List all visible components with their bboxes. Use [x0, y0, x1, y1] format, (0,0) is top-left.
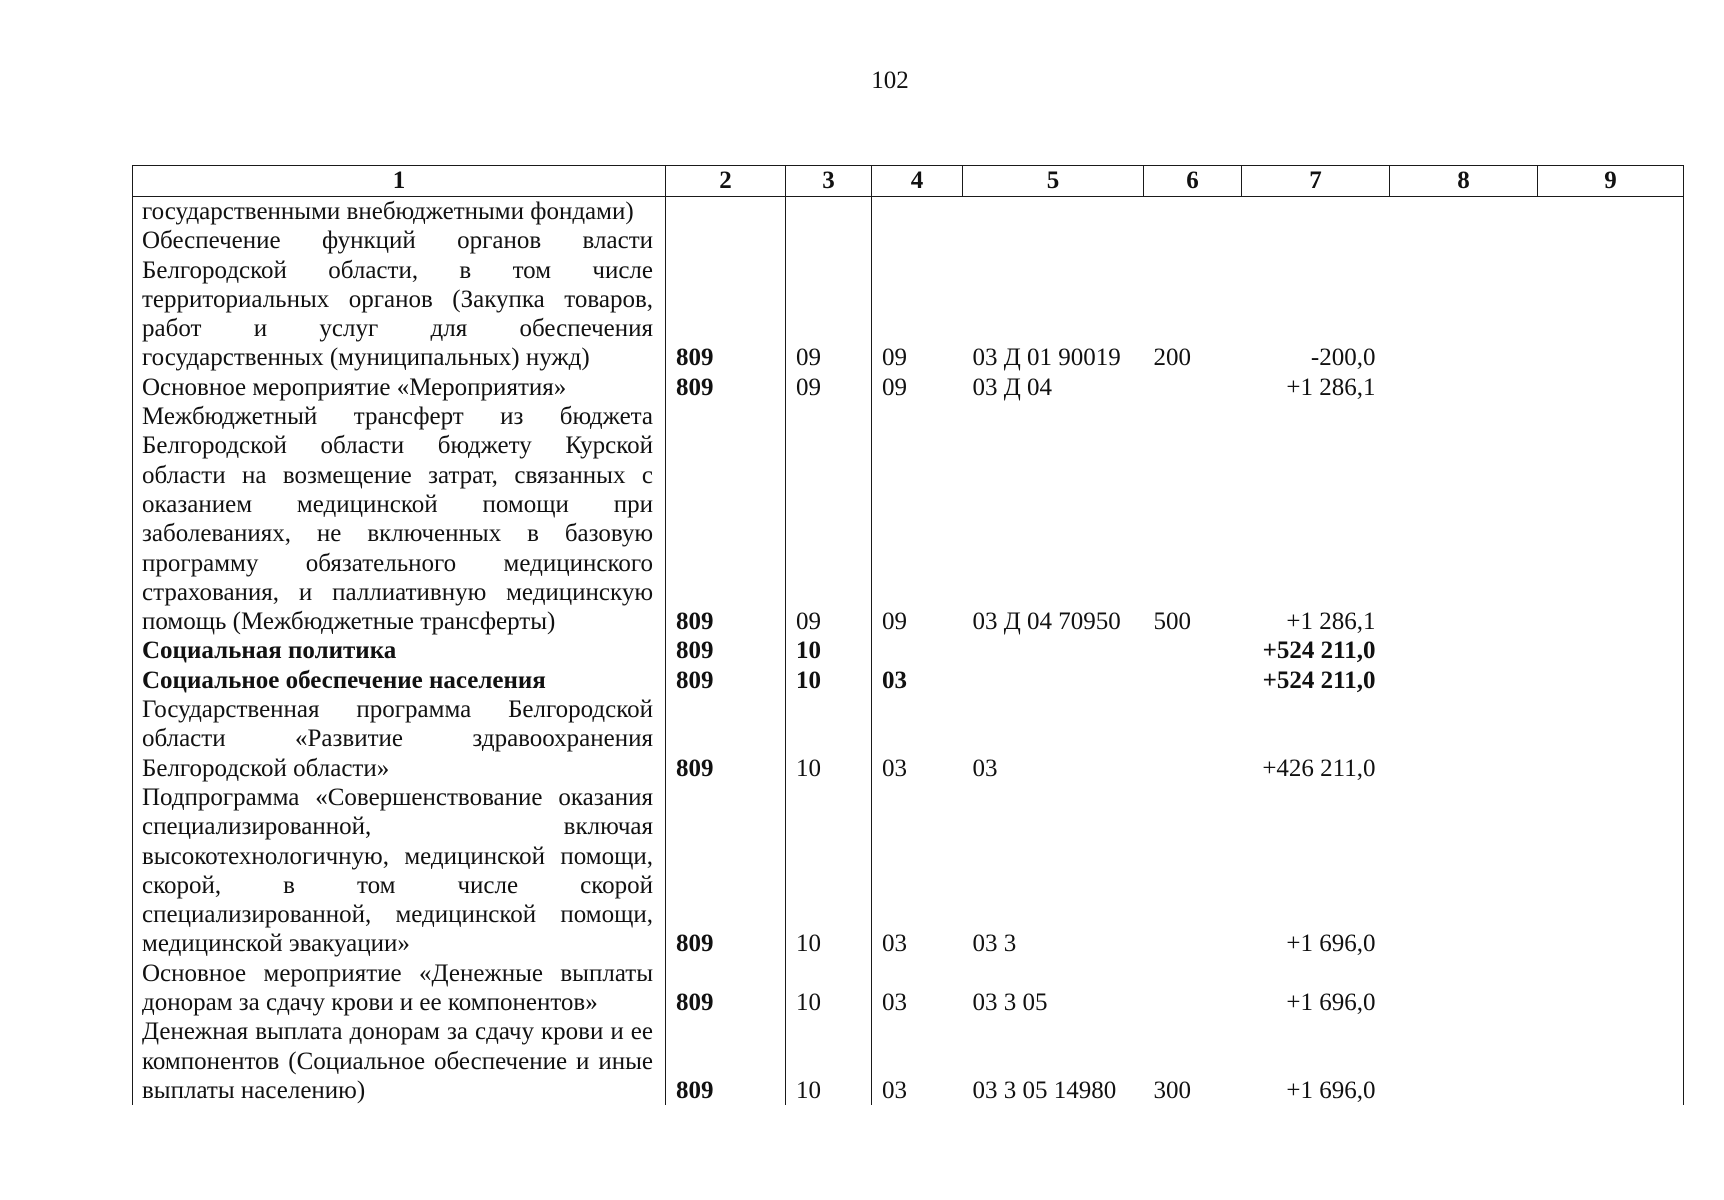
row-section: 10 [786, 636, 872, 665]
row-col8 [1390, 402, 1538, 636]
column-header-9: 9 [1538, 166, 1684, 197]
row-code: 809 [666, 402, 786, 636]
row-subsection [872, 197, 963, 227]
row-target-article [963, 666, 1144, 695]
row-target-article: 03 Д 04 [972, 373, 1053, 401]
row-target-article: 03 3 [972, 930, 1017, 958]
row-amount: -200,0 [1310, 344, 1376, 372]
row-col9 [1538, 226, 1684, 372]
row-code: 809 [666, 373, 786, 402]
row-col8 [1390, 636, 1538, 665]
row-col9 [1538, 783, 1684, 959]
row-col9 [1538, 402, 1684, 636]
table-row [133, 695, 1684, 783]
table-row [133, 373, 1684, 402]
row-name [133, 226, 666, 372]
row-expense-type [1144, 695, 1242, 783]
column-header-1: 1 [133, 166, 666, 197]
table-row [133, 666, 1684, 695]
row-col8 [1390, 197, 1538, 227]
table-row [133, 226, 1684, 372]
row-amount: +524 211,0 [1262, 637, 1376, 665]
row-section: 10 [786, 783, 872, 959]
row-section: 10 [786, 695, 872, 783]
row-amount: +1 286,1 [1286, 373, 1376, 401]
row-target-article [963, 636, 1144, 665]
budget-table [132, 165, 1684, 1105]
row-target-article: 03 Д 01 90019 [972, 344, 1121, 372]
row-code: 809 [666, 636, 786, 665]
row-name-text: Основное мероприятие «Денежные выплаты донорам за сдачу крови и ее компонентов» [142, 959, 653, 1017]
column-header-6: 6 [1144, 166, 1242, 197]
row-subsection: 03 [882, 666, 907, 694]
row-name-text: Денежная выплата донорам за сдачу крови и ее компонентов (Социальное обеспечение и иные выплаты населению) [142, 1018, 653, 1104]
row-section: 10 [786, 959, 872, 1018]
row-code [666, 197, 786, 227]
row-col8 [1390, 783, 1538, 959]
column-header-8: 8 [1390, 166, 1538, 197]
table-row [133, 783, 1684, 959]
row-amount: +1 696,0 [1286, 1076, 1376, 1104]
row-name-text: государственными внебюджетными фондами) [142, 198, 634, 225]
row-section [786, 197, 872, 227]
row-col9 [1538, 959, 1684, 1018]
row-section: 10 [786, 1017, 872, 1105]
row-expense-type [1144, 666, 1242, 695]
row-subsection: 03 [882, 754, 907, 782]
row-amount: +426 211,0 [1262, 754, 1376, 782]
table-row [133, 1017, 1684, 1105]
row-col9 [1538, 373, 1684, 402]
row-col8 [1390, 226, 1538, 372]
row-amount [1242, 197, 1390, 227]
row-expense-type [1144, 197, 1242, 227]
row-amount: +524 211,0 [1262, 666, 1376, 694]
row-name-text: Межбюджетный трансферт из бюджета Белгородской области бюджету Курской области на возмещение затрат, связанных с оказанием медицинской помощи при заболеваниях, не включенных в базовую программу обязательного медицинского страхования, и паллиативную медицинскую помощь (Межбюджетные трансферты) [142, 403, 653, 636]
row-target-article: 03 Д 04 70950 [972, 608, 1121, 636]
row-code: 809 [666, 666, 786, 695]
row-section: 09 [786, 373, 872, 402]
row-subsection: 03 [882, 930, 907, 958]
row-target-article: 03 3 05 [972, 989, 1048, 1017]
row-subsection: 03 [882, 1076, 907, 1104]
column-header-2: 2 [666, 166, 786, 197]
row-col8 [1390, 666, 1538, 695]
row-col9 [1538, 695, 1684, 783]
row-name-text: Государственная программа Белгородской области «Развитие здравоохранения Белгородской области» [142, 696, 653, 782]
row-subsection [872, 636, 963, 665]
row-col8 [1390, 373, 1538, 402]
row-subsection: 09 [882, 608, 907, 636]
row-name-text: Социальная политика [142, 637, 397, 665]
row-code: 809 [666, 226, 786, 372]
row-name [133, 197, 666, 227]
row-name [133, 636, 666, 665]
row-col8 [1390, 695, 1538, 783]
row-name [133, 373, 666, 402]
column-header-7: 7 [1242, 166, 1390, 197]
row-col8 [1390, 1017, 1538, 1105]
budget-table-container [132, 165, 1683, 1107]
row-name-text: Основное мероприятие «Мероприятия» [142, 373, 567, 401]
table-header [133, 166, 1684, 197]
table-row [133, 636, 1684, 665]
row-name [133, 402, 666, 636]
row-name [133, 666, 666, 695]
table-row [133, 197, 1684, 227]
table-row [133, 402, 1684, 636]
row-subsection: 09 [882, 344, 907, 372]
row-amount: +1 696,0 [1286, 930, 1376, 958]
row-target-article: 03 3 05 14980 [972, 1076, 1117, 1104]
row-target-article [963, 197, 1144, 227]
row-subsection: 03 [882, 989, 907, 1017]
table-row [133, 959, 1684, 1018]
row-name [133, 959, 666, 1018]
row-code: 809 [666, 783, 786, 959]
row-code: 809 [666, 959, 786, 1018]
row-code: 809 [666, 695, 786, 783]
column-header-4: 4 [872, 166, 963, 197]
row-col9 [1538, 197, 1684, 227]
row-section: 09 [786, 402, 872, 636]
column-header-5: 5 [963, 166, 1144, 197]
table-body [133, 197, 1684, 1106]
row-expense-type [1144, 959, 1242, 1018]
row-expense-type: 200 [1153, 344, 1191, 372]
row-amount: +1 286,1 [1286, 608, 1376, 636]
row-amount: +1 696,0 [1286, 989, 1376, 1017]
row-expense-type: 300 [1153, 1076, 1191, 1104]
row-col8 [1390, 959, 1538, 1018]
row-target-article: 03 [972, 754, 998, 782]
row-name-text: Подпрограмма «Совершенствование оказания специализированной, включая высокотехнологичную, медицинской помощи, скорой, в том числе скорой специализированной, медицинской помощи, медицинской эвакуации» [142, 783, 653, 958]
row-section: 10 [786, 666, 872, 695]
row-col9 [1538, 636, 1684, 665]
row-expense-type: 500 [1153, 608, 1191, 636]
row-code: 809 [666, 1017, 786, 1105]
row-col9 [1538, 666, 1684, 695]
row-name [133, 783, 666, 959]
row-col9 [1538, 1017, 1684, 1105]
row-subsection: 09 [882, 373, 907, 401]
column-header-3: 3 [786, 166, 872, 197]
row-name-text: Обеспечение функций органов власти Белгородской области, в том числе территориальных органов (Закупка товаров, работ и услуг для обеспечения государственных (муниципальных) нужд) [142, 227, 653, 372]
row-name [133, 695, 666, 783]
row-name [133, 1017, 666, 1105]
page-number: 102 [871, 67, 909, 94]
row-expense-type [1144, 373, 1242, 402]
header-row [133, 166, 1684, 197]
row-expense-type [1144, 783, 1242, 959]
row-section: 09 [786, 226, 872, 372]
row-expense-type [1144, 636, 1242, 665]
row-name-text: Социальное обеспечение населения [142, 666, 546, 694]
